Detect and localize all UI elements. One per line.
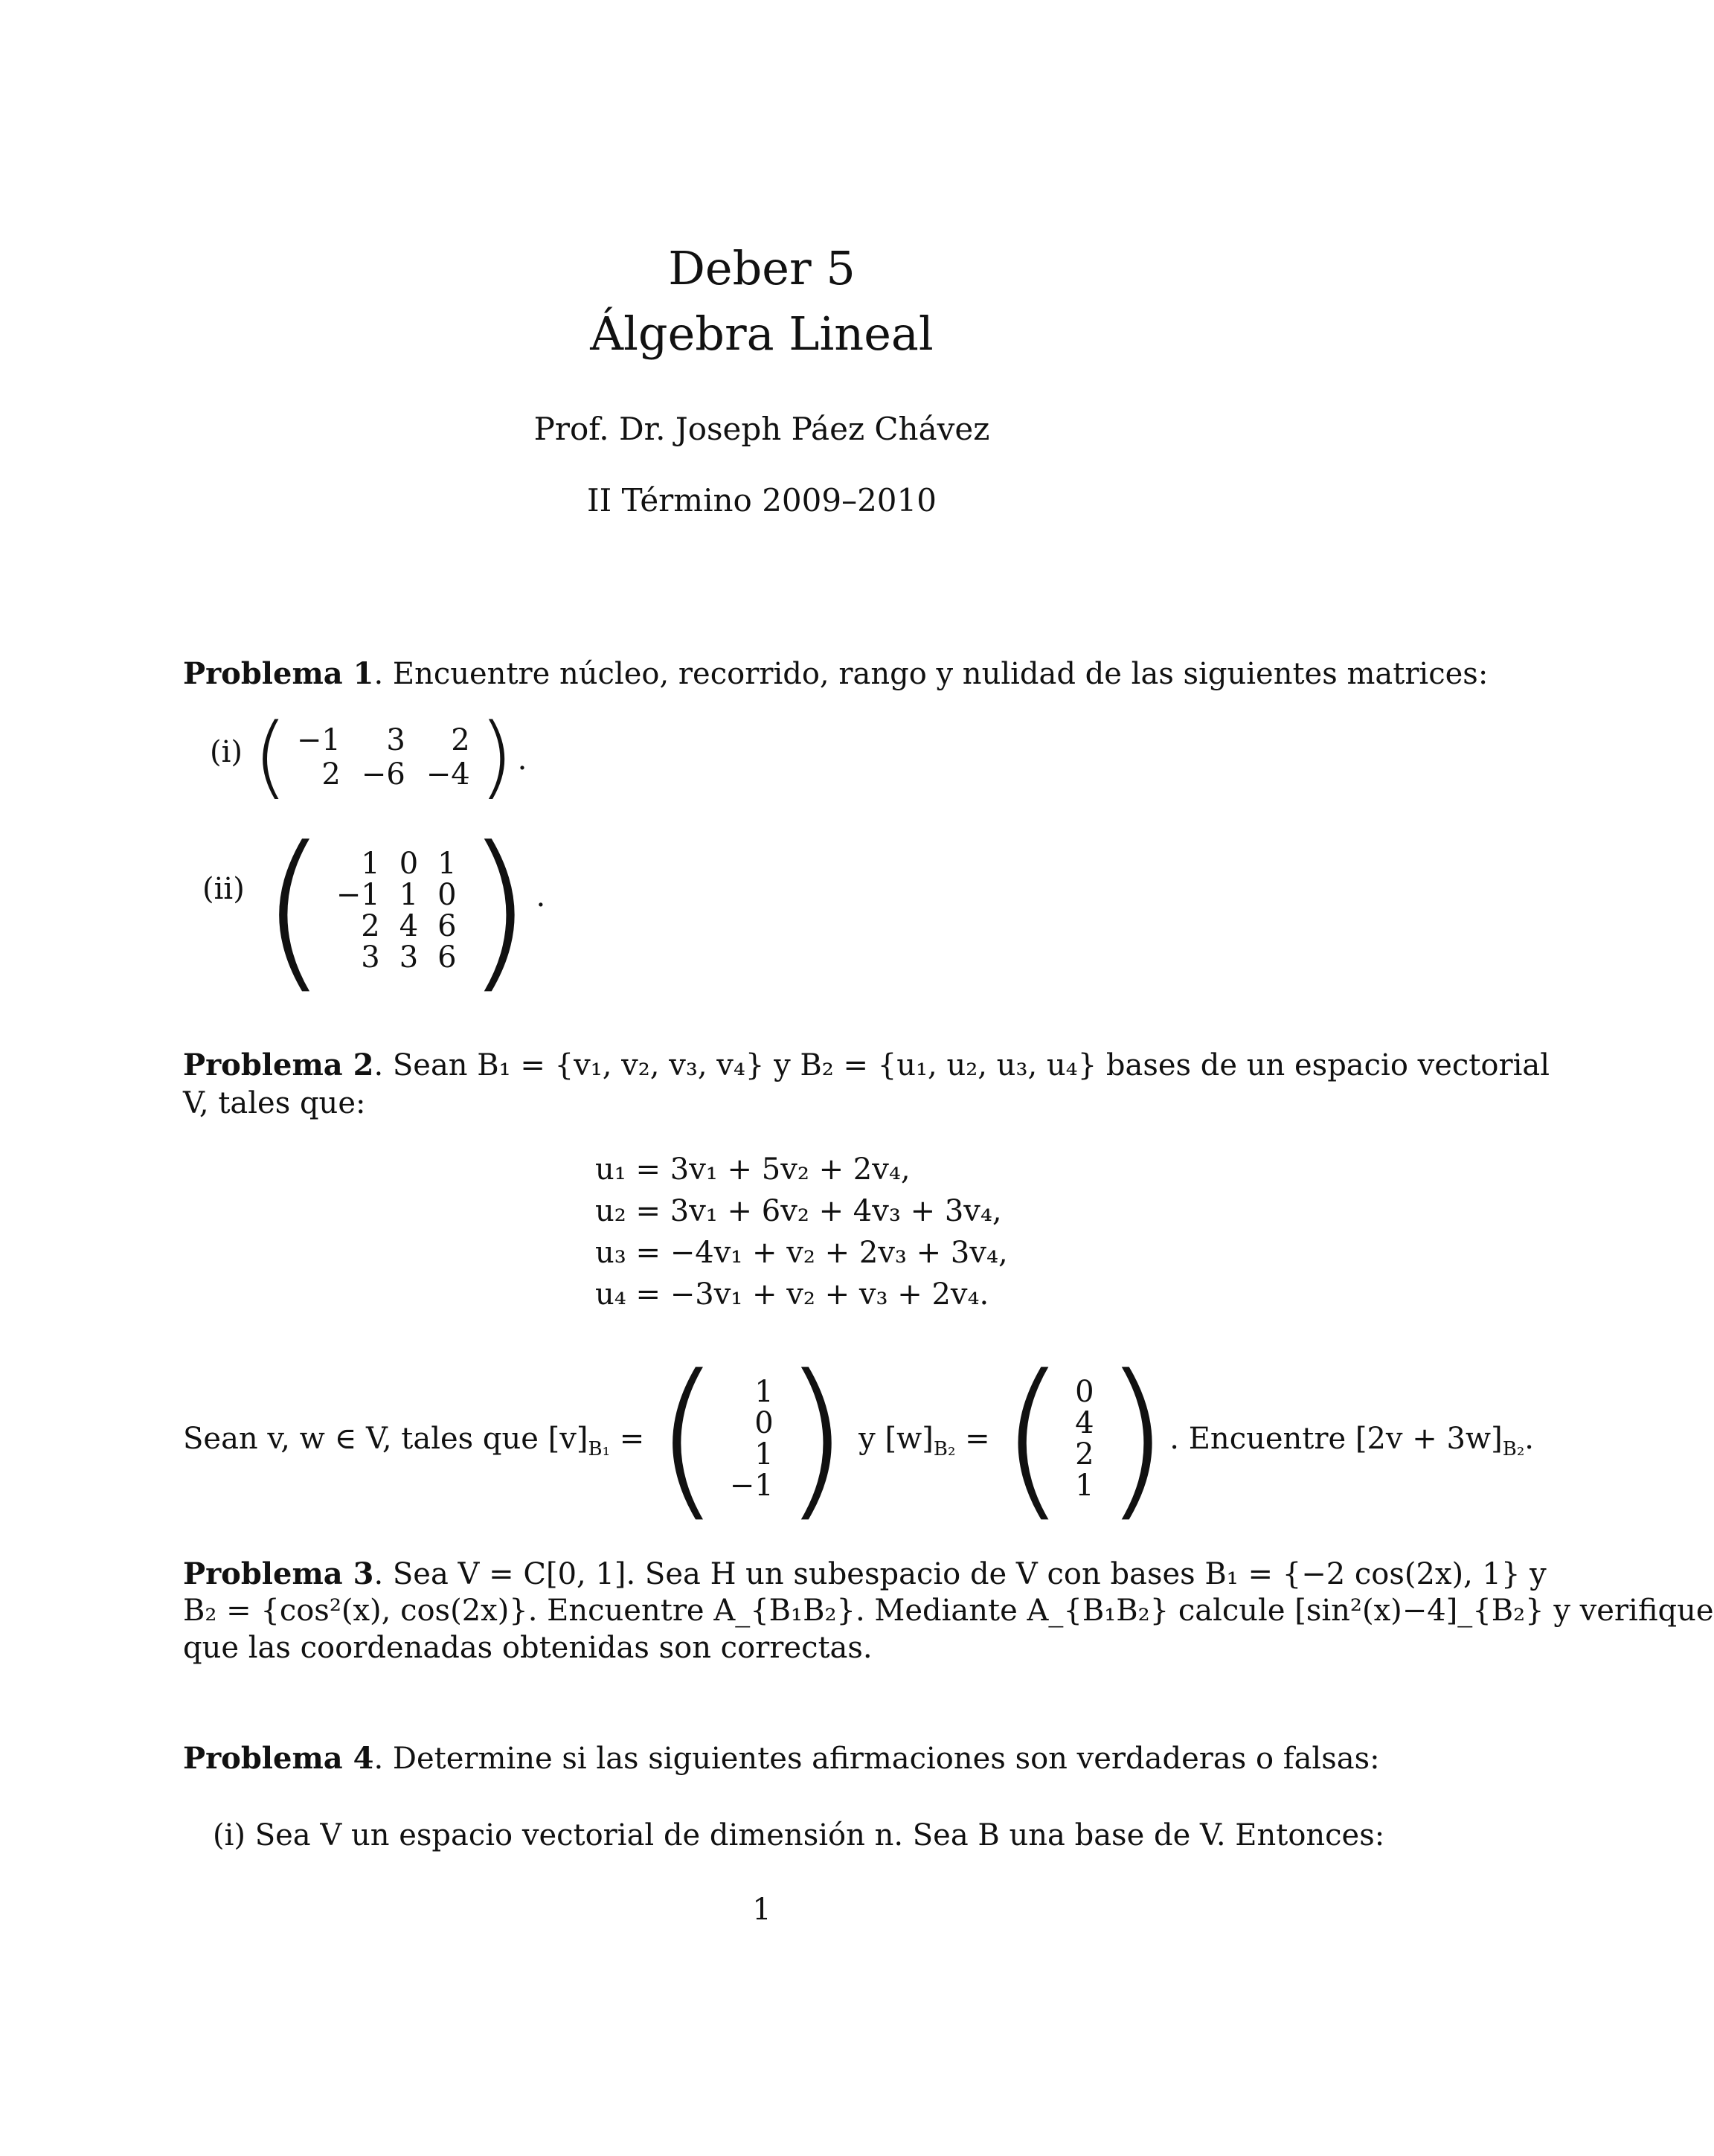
w-subscript: B₂ bbox=[933, 1437, 956, 1460]
w-vector-cell: 4 bbox=[1075, 1405, 1094, 1440]
matrix-i: ( −1 3 2 2 −6 −4 ) . bbox=[253, 705, 527, 809]
matrix-ii-cell: 2 bbox=[361, 908, 380, 943]
matrix-ii-cell: 6 bbox=[437, 940, 457, 975]
matrix-i-cell: −4 bbox=[426, 757, 470, 792]
left-paren: ( bbox=[253, 705, 288, 809]
problem-3-line-3: que las coordenadas obtenidas son correctas. bbox=[183, 1631, 873, 1665]
matrix-ii-cell: 3 bbox=[399, 940, 419, 975]
problem-2-text-line-2: V, tales que: bbox=[183, 1086, 366, 1120]
y-text: y [w] bbox=[858, 1421, 934, 1456]
matrix-ii-grid bbox=[327, 811, 466, 1010]
problem-3-text-1: . Sea V = C[0, 1]. Sea H un subespacio de V con bases B₁ = {−2 cos(2x), 1} y bbox=[373, 1557, 1547, 1591]
equation-3: u₃ = −4v₁ + v₂ + 2v₃ + 3v₄, bbox=[595, 1236, 1008, 1270]
title-line-1: Deber 5 bbox=[668, 241, 856, 295]
w-vector-cell: 2 bbox=[1075, 1437, 1094, 1472]
right-paren: ) bbox=[478, 705, 514, 809]
problem-2-text: . Sean B₁ = {v₁, v₂, v₃, v₄} y B₂ = {u₁, u₂, u₃, u₄} bases de un espacio vectorial bbox=[373, 1048, 1550, 1082]
problem-1-item-i-label: (i) bbox=[210, 735, 243, 769]
v-vector-cell: 0 bbox=[754, 1405, 774, 1440]
equation-2: u₂ = 3v₁ + 6v₂ + 4v₃ + 3v₄, bbox=[595, 1194, 1002, 1228]
w-vector-cell: 1 bbox=[1075, 1468, 1094, 1503]
matrix-i-cell: 2 bbox=[321, 757, 341, 792]
problem-3-line-2: B₂ = {cos²(x), cos(2x)}. Encuentre A_{B₁B₂}. Mediante A_{B₁B₂} calcule [sin²(x)−4]_{B₂} y verifique bbox=[183, 1594, 1714, 1628]
matrix-ii: ( 1 0 1 −1 1 0 2 4 6 3 3 6 ) . bbox=[260, 811, 546, 1010]
right-paren: ) bbox=[465, 811, 533, 1010]
problem-4-statement bbox=[183, 1741, 1380, 1776]
problem-4-text: . Determine si las siguientes afirmaciones son verdaderas o falsas: bbox=[373, 1742, 1380, 1776]
matrix-ii-cell: 0 bbox=[399, 846, 419, 881]
matrix-ii-cell: 4 bbox=[399, 908, 419, 943]
equation-1: u₁ = 3v₁ + 5v₂ + 2v₄, bbox=[595, 1152, 911, 1187]
problem-2-statement bbox=[183, 1047, 1550, 1082]
v-vector-cell: −1 bbox=[729, 1468, 774, 1503]
page-number: 1 bbox=[752, 1893, 771, 1927]
v-vector-cell: 1 bbox=[754, 1437, 774, 1472]
equation-4: u₄ = −3v₁ + v₂ + v₃ + 2v₄. bbox=[595, 1277, 989, 1312]
find-subscript: B₂ bbox=[1502, 1437, 1525, 1460]
matrix-ii-cell: −1 bbox=[336, 877, 380, 912]
title-line-2: Álgebra Lineal bbox=[590, 307, 934, 361]
matrix-i-cell: 3 bbox=[386, 722, 405, 757]
v-vector-cell: 1 bbox=[754, 1374, 774, 1409]
problem-1-label: Problema 1 bbox=[183, 656, 374, 691]
matrix-ii-cell: 1 bbox=[399, 877, 419, 912]
matrix-ii-cell: 3 bbox=[361, 940, 380, 975]
problem-3-line-1 bbox=[183, 1556, 1547, 1591]
matrix-ii-cell: 1 bbox=[437, 846, 457, 881]
matrix-i-cell: −1 bbox=[296, 722, 341, 757]
problem-4-label: Problema 4 bbox=[183, 1741, 374, 1776]
matrix-ii-cell: 1 bbox=[361, 846, 380, 881]
v-subscript: B₁ bbox=[588, 1437, 611, 1460]
author: Prof. Dr. Joseph Páez Chávez bbox=[533, 411, 990, 447]
problem-3-label: Problema 3 bbox=[183, 1556, 374, 1591]
left-paren: ( bbox=[260, 811, 327, 1010]
coordinate-vectors-line: Sean v, w ∈ V, tales que [v] $_{B_1}$ = ( 1 0 1 −1 ) y [w] $_{B_2}$ = ( 0 4 2 1 ) . Encuentre [2v + 3w] $_{B_2}$ . bbox=[183, 1339, 1535, 1538]
v-vector: ( 1 0 1 −1 ) bbox=[653, 1339, 850, 1538]
problem-4-item-i: (i) Sea V un espacio vectorial de dimensión n. Sea B una base de V. Entonces: bbox=[213, 1818, 1385, 1852]
w-vector: ( 0 4 2 1 ) bbox=[999, 1339, 1170, 1538]
equations-block bbox=[595, 1149, 1008, 1315]
matrix-ii-cell: 0 bbox=[437, 877, 457, 912]
find-text: . Encuentre [2v + 3w] bbox=[1169, 1421, 1503, 1456]
problem-1-statement bbox=[183, 656, 1488, 691]
problem-2-label: Problema 2 bbox=[183, 1047, 374, 1082]
matrix-i-cell: 2 bbox=[451, 722, 470, 757]
sean-text: Sean v, w ∈ V, tales que [v] bbox=[183, 1421, 588, 1456]
problem-1-item-ii-label: (ii) bbox=[202, 872, 245, 906]
matrix-i-grid bbox=[288, 705, 479, 809]
matrix-i-cell: −6 bbox=[361, 757, 405, 792]
matrix-ii-cell: 6 bbox=[437, 908, 457, 943]
term: II Término 2009–2010 bbox=[587, 482, 937, 519]
w-vector-cell: 0 bbox=[1075, 1374, 1094, 1409]
problem-1-text: . Encuentre núcleo, recorrido, rango y nulidad de las siguientes matrices: bbox=[373, 657, 1489, 691]
